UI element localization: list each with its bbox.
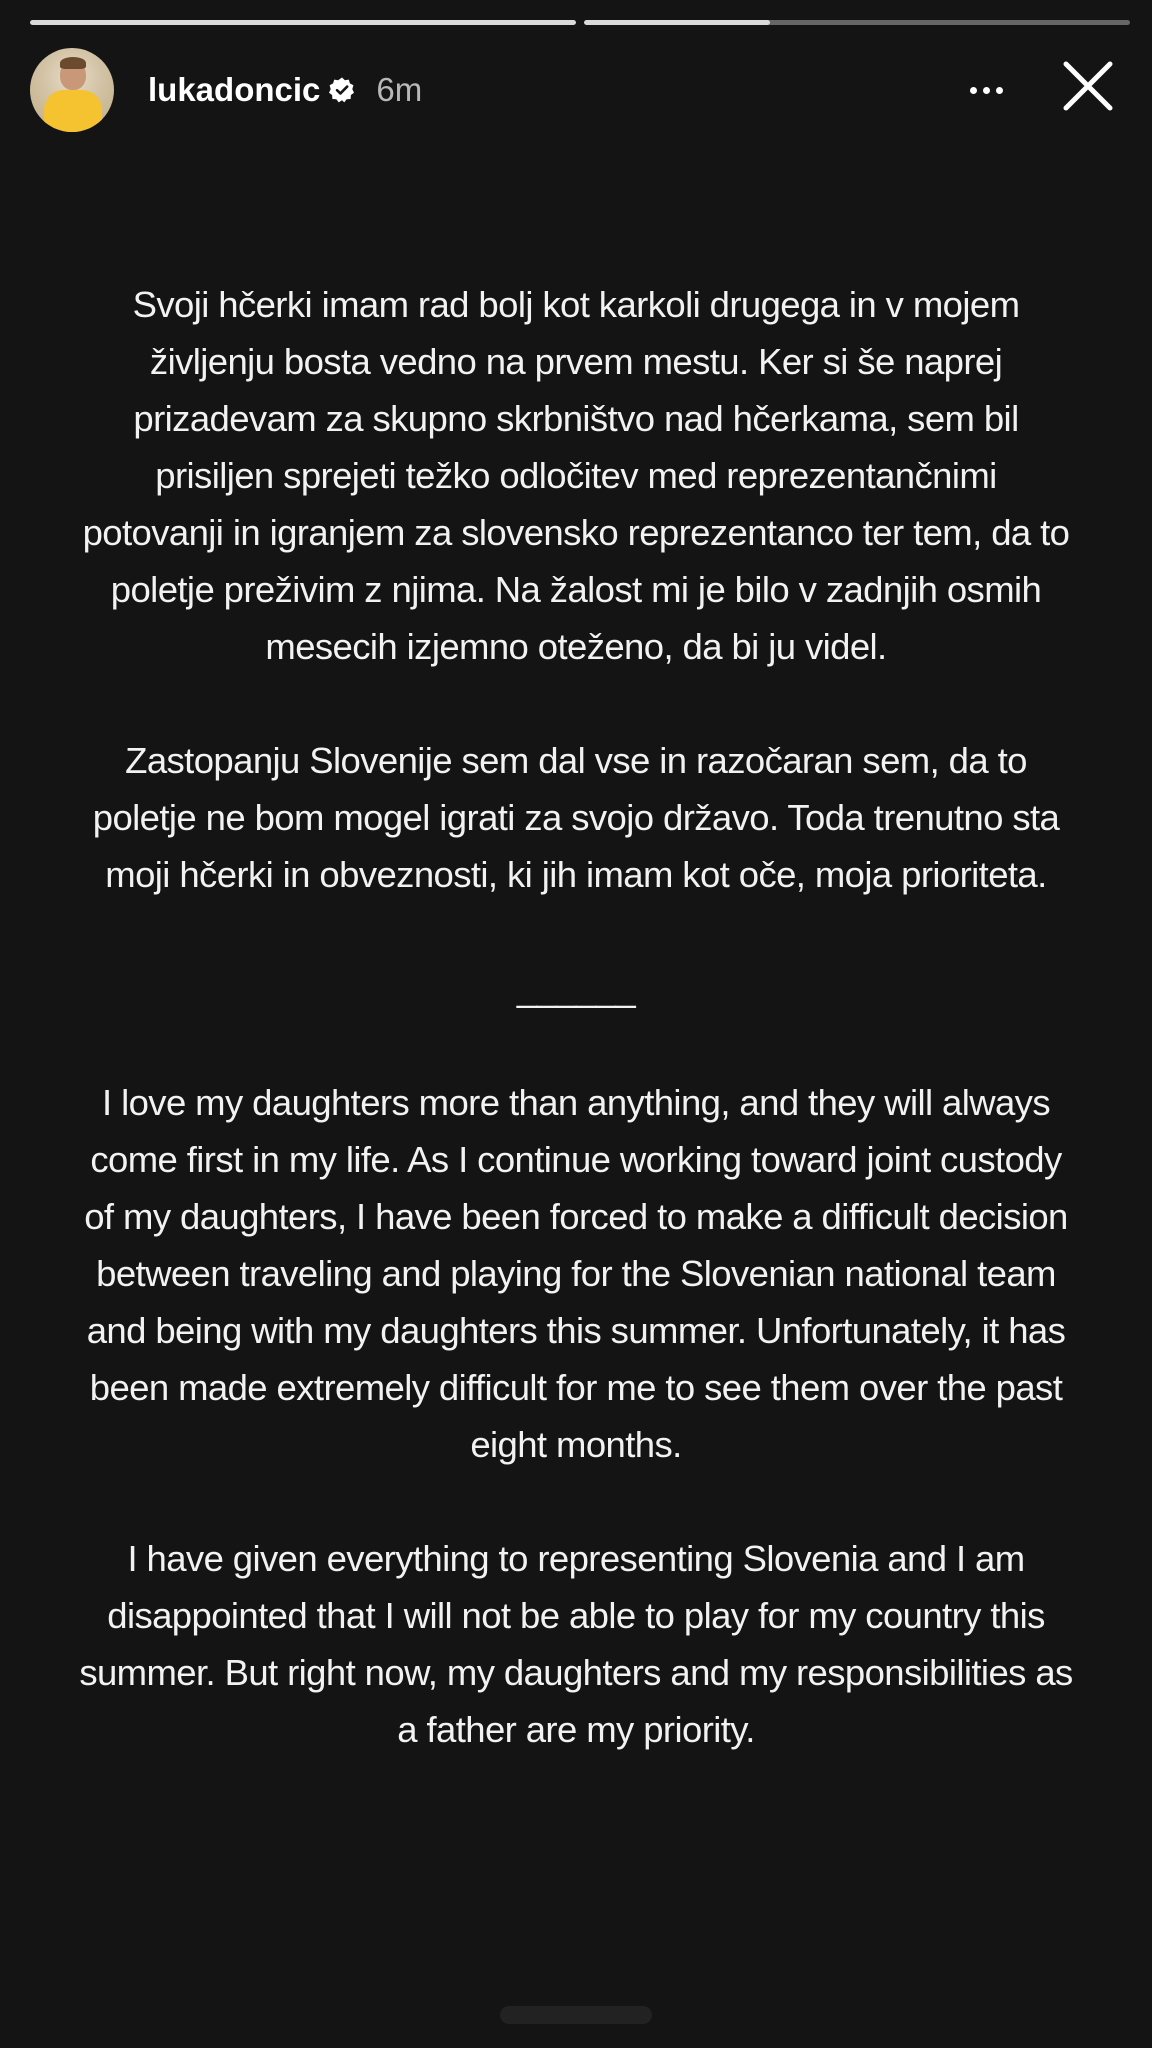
progress-segment-2 — [584, 20, 1130, 25]
avatar-hair — [60, 57, 86, 69]
post-time: 6m — [376, 71, 423, 108]
paragraph-english-2: I have given everything to representing Slovenia and I am disappointed that I will not be able to play for my country this summer. But right now, my daughters and my responsibilities as a father are my priority. — [79, 1538, 1073, 1750]
paragraph-english-1: I love my daughters more than anything, and they will always come first in my life. As I continue working toward joint custody of my daughters, I have been forced to make a difficult decision between traveling and playing for the Slovenian national team and being with my daughters this summer. Unfortunately, it has been made extremely difficult for me to see them over the past eight months. — [84, 1082, 1068, 1465]
paragraph-slovenian-1: Svoji hčerki imam rad bolj kot karkoli drugega in v mojem življenju bosta vedno na prvem mestu. Ker si še naprej prizadevam za skupno skrbništvo nad hčerkama, sem bil prisiljen sprejeti težko odločitev med reprezentančnimi potovanji in igranjem za slovensko reprezentanco ter tem, da to poletje preživim z njima. Na žalost mi je bilo v zadnjih osmih mesecih izjemno oteženo, da bi ju videl. — [82, 284, 1070, 667]
close-icon — [1058, 56, 1118, 116]
story-progress-bar — [30, 20, 1130, 26]
text-separator: ______ — [516, 968, 636, 1009]
paragraph-slovenian-2: Zastopanju Slovenije sem dal vse in razočaran sem, da to poletje ne bom mogel igrati za svojo državo. Toda trenutno sta moji hčerki in obveznosti, ki jih imam kot oče, moja prioriteta. — [92, 740, 1060, 895]
story-header — [30, 48, 1130, 132]
story-text-content — [40, 276, 1112, 1758]
reply-hint — [500, 2000, 652, 2030]
more-dot — [983, 87, 990, 94]
verified-badge-icon — [328, 76, 356, 104]
username[interactable]: lukadoncic — [148, 71, 321, 108]
close-button[interactable] — [1058, 56, 1118, 116]
more-dot — [970, 87, 977, 94]
more-dot — [996, 87, 1003, 94]
progress-segment-1 — [30, 20, 576, 25]
avatar[interactable] — [30, 48, 114, 132]
more-options-button[interactable] — [962, 70, 1010, 110]
avatar-jersey — [44, 90, 102, 132]
